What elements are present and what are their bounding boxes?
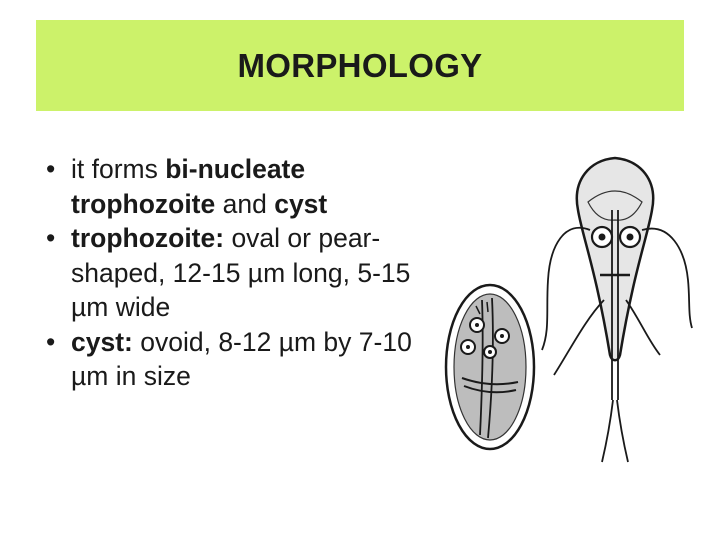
bullet-label: cyst: [71, 326, 133, 357]
bullet-item: • it forms bi-nucleate trophozoite and cyst [46, 154, 328, 219]
bullet-marker: • [46, 326, 56, 357]
bullet-item: • cyst: ovoid, 8-12 µm by 7-10 µm in size [46, 326, 412, 391]
flagellum [542, 228, 590, 350]
bullet-item: • trophozoite: oval or pear-shaped, 12-15 µm long, 5-15 µm wide [46, 223, 411, 322]
flagellum [626, 300, 660, 355]
flagellum [617, 400, 628, 462]
bullet-list [46, 152, 446, 394]
bullet-label: trophozoite: [71, 223, 225, 253]
flagellum [554, 300, 604, 375]
trophozoite-drawing [530, 150, 700, 470]
slide-title: MORPHOLOGY [237, 46, 483, 84]
flagellum [602, 400, 613, 462]
bullet-marker: • [46, 223, 56, 253]
bullet-marker: • [46, 154, 56, 184]
title-banner [36, 20, 684, 111]
trophozoite-body [577, 158, 653, 360]
cyst-drawing [440, 270, 540, 460]
flagellum [642, 229, 692, 328]
